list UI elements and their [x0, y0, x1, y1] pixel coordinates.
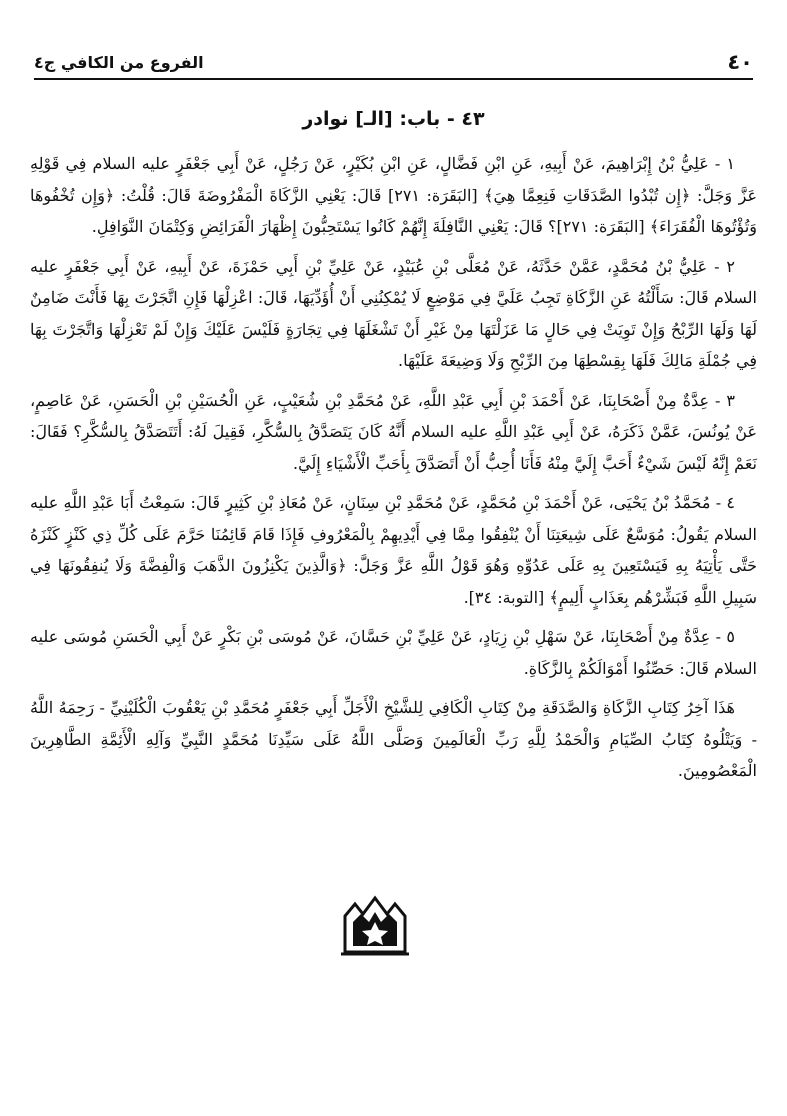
hadith-5: ٥ - عِدَّةٌ مِنْ أَصْحَابِنَا، عَنْ سَهْلِ بْنِ زِيَادٍ، عَنْ عَلِيِّ بْنِ حَسَّانَ، عَنْ مُوسَى بْنِ بَكْرٍ عَنْ أَبِي الْحَسَنِ مُوسَى عليه السلام قَالَ: حَصِّنُوا أَمْوَالَكُمْ بِالزَّكَاةِ. [30, 627, 757, 678]
main-text [30, 148, 757, 795]
ornament-icon [337, 894, 413, 960]
book-title: الفروع من الكافي ج٤ [34, 53, 204, 72]
hadith-3: ٣ - عِدَّةٌ مِنْ أَصْحَابِنَا، عَنْ أَحْمَدَ بْنِ أَبِي عَبْدِ اللَّهِ، عَنْ مُحَمَّدِ بْنِ شُعَيْبٍ، عَنِ الْحُسَيْنِ بْنِ الْحَسَنِ، عَنْ عَاصِمٍ، عَنْ يُونُسَ، عَمَّنْ ذَكَرَهُ، عَنْ أَبِي عَبْدِ اللَّهِ عليه السلام أَنَّهُ كَانَ يَتَصَدَّقُ بِالسُّكَّرِ، فَقِيلَ لَهُ: أَتَتَصَدَّقُ بِالسُّكَّرِ؟ فَقَالَ: نَعَمْ إِنَّهُ لَيْسَ شَيْءٌ أَحَبَّ إِلَيَّ مِنْهُ فَأَنَا أُحِبُّ أَنْ أَتَصَدَّقَ بِأَحَبِّ الْأَشْيَاءِ إِلَيَّ. [30, 390, 757, 473]
colophon: هَذَا آخِرُ كِتَابِ الزَّكَاةِ وَالصَّدَقَةِ مِنْ كِتَابِ الْكَافِي لِلشَّيْخِ الْأَجَلِّ أَبِي جَعْفَرٍ مُحَمَّدِ بْنِ يَعْقُوبَ الْكُلَيْنِيِّ - رَحِمَهُ اللَّهُ - وَيَتْلُوهُ كِتَابُ الصِّيَامِ وَالْحَمْدُ لِلَّهِ رَبِّ الْعَالَمِينَ وَصَلَّى اللَّهُ عَلَى سَيِّدِنَا مُحَمَّدٍ النَّبِيِّ وَآلِهِ الْأَئِمَّةِ الطَّاهِرِينَ الْمَعْصُومِينَ. [30, 698, 757, 780]
hadith-2: ٢ - عَلِيُّ بْنُ مُحَمَّدٍ، عَمَّنْ حَدَّثَهُ، عَنْ مُعَلَّى بْنِ عُبَيْدٍ، عَنْ عَلِيِّ بْنِ أَبِي حَمْزَةَ، عَنْ أَبِيهِ، عَنْ أَبِي جَعْفَرٍ عليه السلام قَالَ: سَأَلْتُهُ عَنِ الزَّكَاةِ تَجِبُ عَلَيَّ فِي مَوْضِعٍ لَا يُمْكِنُنِي أَنْ أُؤَدِّيَهَا، قَالَ: اعْزِلْهَا فَإِنِ اتَّجَرْتَ بِهَا فَأَنْتَ ضَامِنٌ لَهَا وَلَهَا الرِّبْحُ وَإِنْ تَوِيَتْ فِي حَالٍ مَا عَزَلْتَهَا مِنْ غَيْرِ أَنْ تَشْغَلَهَا فِي تِجَارَةٍ فَلَيْسَ عَلَيْكَ وَإِنْ لَمْ تَعْزِلْهَا وَاتَّجَرْتَ بِهَا فِي جُمْلَةِ مَالِكَ فَلَهَا بِقِسْطِهَا مِنَ الرِّبْحِ وَلَا وَضِيعَةَ عَلَيْهَا. [30, 256, 757, 370]
hadith-1: ١ - عَلِيُّ بْنُ إِبْرَاهِيمَ، عَنْ أَبِيهِ، عَنِ ابْنِ فَضَّالٍ، عَنِ ابْنِ بُكَيْرٍ، عَنْ رَجُلٍ، عَنْ أَبِي جَعْفَرٍ عليه السلام فِي قَوْلِهِ عَزَّ وَجَلَّ: ﴿إِن تُبْدُوا الصَّدَقَاتِ فَنِعِمَّا هِيَ﴾ [البَقَرَة: ٢٧١] قَالَ: يَعْنِي الزَّكَاةَ الْمَفْرُوضَةَ قَالَ: قُلْتُ: ﴿وَإِن تُخْفُوهَا وَتُؤْتُوهَا الْفُقَرَاءَ﴾ [البَقَرَة: ٢٧١]؟ قَالَ: يَعْنِي النَّافِلَةَ إِنَّهُمْ كَانُوا يَسْتَحِبُّونَ إِظْهَارَ الْفَرَائِضِ وَكِتْمَانَ النَّوَافِلِ. [30, 154, 758, 236]
hadith-4: ٤ - مُحَمَّدُ بْنُ يَحْيَى، عَنْ أَحْمَدَ بْنِ مُحَمَّدٍ، عَنْ مُحَمَّدِ بْنِ سِنَانٍ، عَنْ مُعَاذِ بْنِ كَثِيرٍ قَالَ: سَمِعْتُ أَبَا عَبْدِ اللَّهِ عليه السلام يَقُولُ: مُوَسَّعٌ عَلَى شِيعَتِنَا أَنْ يُنْفِقُوا مِمَّا فِي أَيْدِيهِمْ بِالْمَعْرُوفِ فَإِذَا قَامَ قَائِمُنَا حَرَّمَ عَلَى كُلِّ ذِي كَنْزٍ كَنْزَهُ حَتَّى يَأْتِيَهُ بِهِ فَيَسْتَعِينَ بِهِ عَلَى عَدُوِّهِ وَهُوَ قَوْلُ اللَّهِ عَزَّ وَجَلَّ: ﴿وَالَّذِينَ يَكْنِزُونَ الذَّهَبَ وَالْفِضَّةَ وَلَا يُنفِقُونَهَا فِي سَبِيلِ اللَّهِ فَبَشِّرْهُم بِعَذَابٍ أَلِيمٍ﴾ [التوبة: ٣٤]. [30, 493, 757, 607]
running-header [34, 44, 753, 80]
page-number: ٤٠ [727, 50, 753, 74]
chapter-title: ٤٣ - باب: [الـ] نوادر [302, 108, 485, 130]
